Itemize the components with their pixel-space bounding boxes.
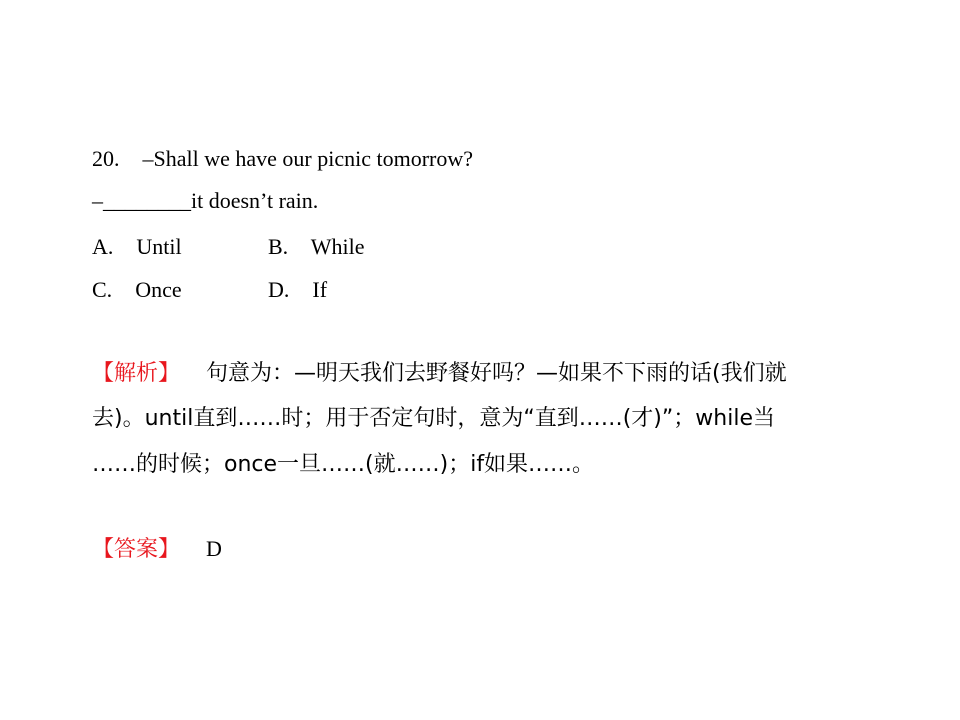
option-d-letter: D. [268, 277, 290, 302]
option-a-text: Until [136, 234, 182, 259]
question-prompt: –Shall we have our picnic tomorrow? [142, 146, 474, 171]
option-b [268, 236, 365, 258]
option-a [92, 236, 182, 258]
answer-value: D [206, 536, 222, 561]
analysis-line-2: 去)。until直到……时；用于否定句时，意为“直到……(才)”；while当 [92, 406, 775, 431]
answer-tag: 【答案】 [92, 537, 181, 562]
option-c [92, 279, 182, 301]
option-b-text: While [310, 234, 365, 259]
analysis-line-1 [92, 362, 787, 385]
analysis-line-3: ……的时候；once一旦……(就……)；if如果……。 [92, 452, 595, 477]
question-line [92, 148, 473, 170]
option-d-text: If [312, 277, 328, 302]
analysis-tag: 【解析】 [92, 361, 181, 386]
question-reply: –________it doesn’t rain. [92, 188, 319, 213]
option-d [268, 279, 327, 301]
option-c-text: Once [135, 277, 182, 302]
option-b-letter: B. [268, 234, 289, 259]
option-a-letter: A. [92, 234, 114, 259]
question-number: 20. [92, 146, 120, 171]
analysis-text-1: 句意为：—明天我们去野餐好吗？—如果不下雨的话(我们就 [206, 361, 787, 386]
answer-line [92, 538, 222, 561]
option-c-letter: C. [92, 277, 113, 302]
